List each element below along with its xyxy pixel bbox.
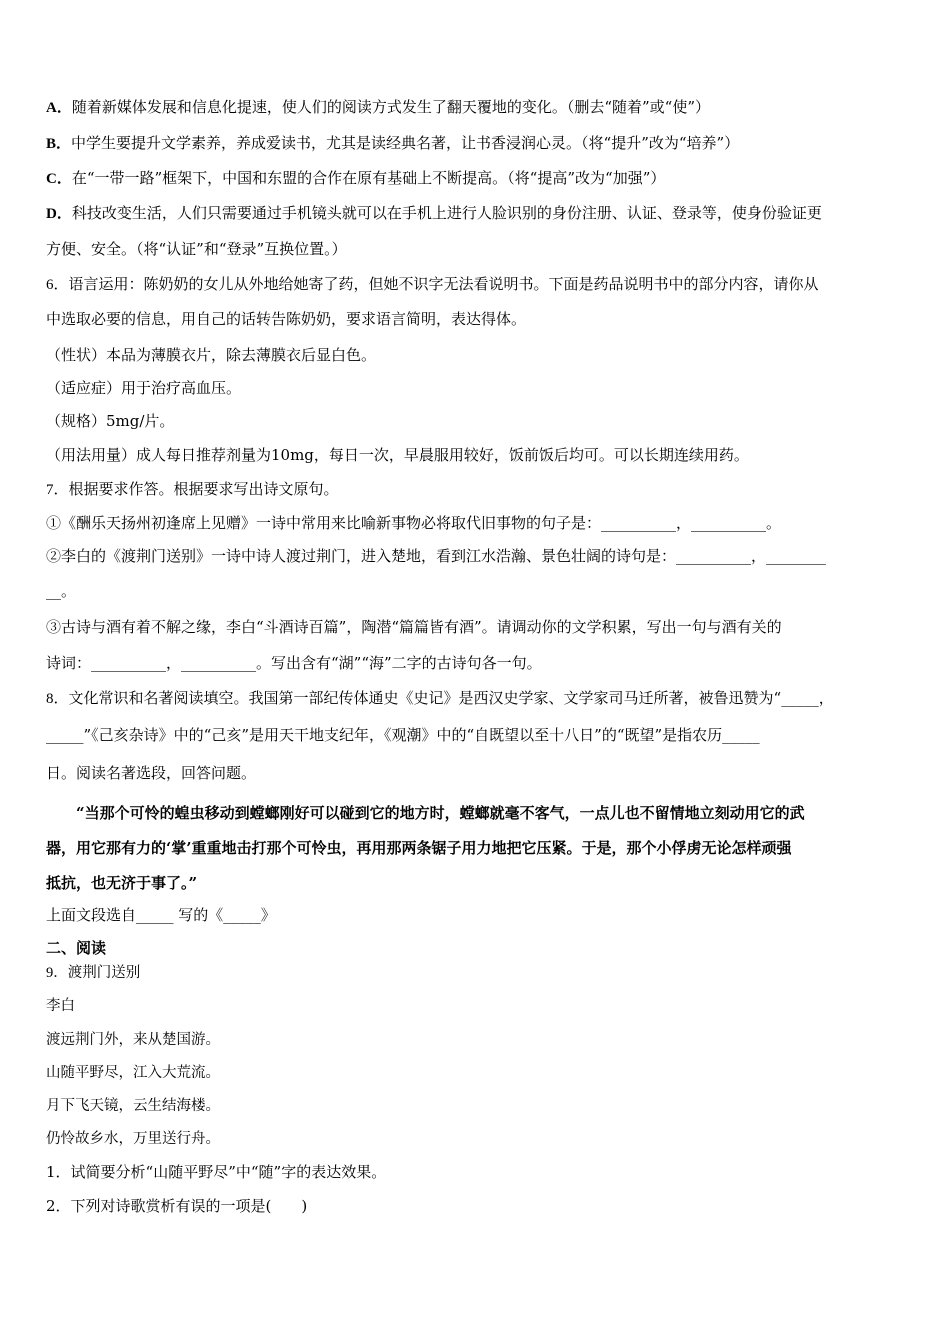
excerpt-line2: 器，用它那有力的‘掌’重重地击打那个可怜虫，再用那两条锯子用力地把它压紧。于是，那个小俘虏无论怎样顽强 [46,839,792,857]
poem-line-2: 山随平野尽，江入大荒流。 [46,1065,220,1081]
question-7-item3-continued: 诗词：__________，__________。写出含有“湖”“海”二字的古诗句各一句。 [46,654,542,672]
question-7-item2: ②李白的《渡荆门送别》一诗中诗人渡过荆门，进入楚地，看到江水浩瀚、景色壮阔的诗句是：__________，________ [46,547,827,565]
drug-property: （性状）本品为薄膜衣片，除去薄膜衣后显白色。 [46,346,377,364]
question-8-answer: 上面文段选自_____ 写的《_____》 [46,906,276,924]
question-8-line2: _____”《己亥杂诗》中的“己亥”是用天干地支纪年，《观潮》中的“自既望以至十八日”的“既望”是指农历_____ [46,726,760,744]
poem-line-4: 仍怜故乡水，万里送行舟。 [46,1131,220,1147]
question-7 [46,478,339,501]
drug-spec: （规格）5mg/片。 [46,412,175,430]
question-6-line1: 语言运用：陈奶奶的女儿从外地给她寄了药，但她不识字无法看说明书。下面是药品说明书中的部分内容，请你从 [68,275,819,293]
option-d-continued: 方便、安全。（将“认证”和“登录”互换位置。） [46,240,347,258]
question-8 [46,687,834,710]
question-9-sub1: 1．试简要分析“山随平野尽”中“随”字的表达效果。 [46,1163,387,1181]
question-7-item1: ①《酬乐天扬州初逢席上见赠》一诗中常用来比喻新事物必将取代旧事物的句子是：__________，__________。 [46,514,782,532]
poem-author: 李白 [46,998,75,1014]
question-8-line1: 文化常识和名著阅读填空。我国第一部纪传体通史《史记》是西汉史学家、文学家司马迁所著，被鲁迅赞为“_____， [68,689,834,707]
question-9 [46,962,140,984]
question-8-line3: 日。阅读名著选段，回答问题。 [46,764,257,782]
drug-dosage: （用法用量）成人每日推荐剂量为10mg，每日一次，早晨服用较好，饭前饭后均可。可以长期连续用药。 [46,446,749,464]
excerpt-line3: 抵抗，也无济于事了。” [46,874,198,892]
question-9-sub2: 2．下列对诗歌赏析有误的一项是( ) [46,1197,308,1215]
poem-title: 渡荆门送别 [67,965,141,981]
option-c-text: 在“一带一路”框架下，中国和东盟的合作在原有基础上不断提高。（将“提高”改为“加强”） [71,169,666,187]
question-7-item2-continued: __。 [46,582,77,600]
question-6 [46,273,819,296]
option-d-text: 科技改变生活，人们只需要通过手机镜头就可以在手机上进行人脸识别的身份注册、认证、登录等，使身份验证更 [71,204,822,222]
excerpt-line1: “当那个可怜的蝗虫移动到螳螂刚好可以碰到它的地方时，螳螂就毫不客气，一点儿也不留情地立刻动用它的武 [76,804,805,822]
section-title: 二、阅读 [46,939,107,957]
question-6-number: 6． [46,277,69,293]
poem-line-1: 渡远荆门外，来从楚国游。 [46,1032,220,1048]
option-a-text: 随着新媒体发展和信息化提速，使人们的阅读方式发生了翻天覆地的变化。（删去“随着”或“使”） [71,98,711,116]
option-b: B．中学生要提升文学素养，养成爱读书，尤其是读经典名著，让书香浸润心灵。（将“提升”改为“培养”） [46,134,740,152]
option-a: A．随着新媒体发展和信息化提速，使人们的阅读方式发生了翻天覆地的变化。（删去“随着”或“使”） [46,98,711,116]
question-8-number: 8． [46,691,69,707]
question-7-number: 7． [46,482,69,498]
question-7-title: 根据要求作答。根据要求写出诗文原句。 [68,480,339,498]
question-7-item3: ③古诗与酒有着不解之缘，李白“斗酒诗百篇”，陶潜“篇篇皆有酒”。请调动你的文学积累，写出一句与酒有关的 [46,618,782,636]
option-c: C．在“一带一路”框架下，中国和东盟的合作在原有基础上不断提高。（将“提高”改为“加强”） [46,169,666,187]
question-9-number: 9． [46,965,68,981]
option-b-text: 中学生要提升文学素养，养成爱读书，尤其是读经典名著，让书香浸润心灵。（将“提升”改为“培养”） [71,134,740,152]
question-6-line2: 中选取必要的信息，用自己的话转告陈奶奶，要求语言简明，表达得体。 [46,310,527,328]
drug-indication: （适应症）用于治疗高血压。 [46,379,242,397]
option-d: D．科技改变生活，人们只需要通过手机镜头就可以在手机上进行人脸识别的身份注册、认证、登录等，使身份验证更 [46,204,822,222]
poem-line-3: 月下飞天镜，云生结海楼。 [46,1098,220,1114]
